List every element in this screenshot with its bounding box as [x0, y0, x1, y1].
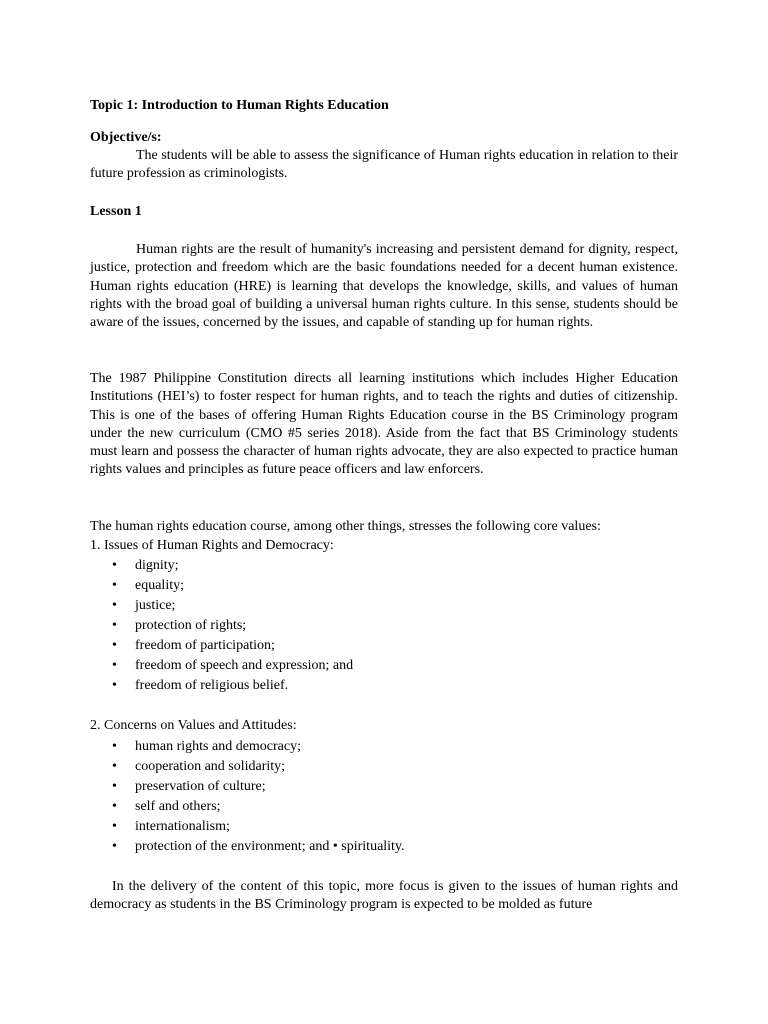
bullet-icon: •: [112, 638, 117, 653]
bullet-icon: •: [112, 658, 117, 673]
bullet-icon: •: [112, 779, 117, 794]
bullet-icon: •: [112, 678, 117, 693]
paragraph-core-values: The human rights education course, among other things, stresses the following core values:: [90, 519, 601, 534]
list-item: • dignity;: [90, 556, 678, 576]
bullet-icon: •: [112, 618, 117, 633]
paragraph-intro: Human rights are the result of humanity's increasing and persistent demand for dignity, respect, justice, protection and freedom which are the basic foundations needed for a decent human existence. Human rights education (HRE) is learning that develops the knowledge, skills, and values of human rights with the broad goal of building a universal human rights culture. In this sense, students should be aware of the issues, concerned by the issues, and capable of standing up for human rights.: [90, 242, 678, 331]
bullet-icon: •: [112, 558, 117, 573]
bullet-icon: •: [112, 759, 117, 774]
list1-items: [90, 556, 678, 696]
list-item: • justice;: [90, 596, 678, 616]
list2-items: [90, 737, 678, 857]
lesson-label: Lesson 1: [90, 204, 142, 219]
list-item: • human rights and democracy;: [90, 737, 678, 757]
paragraph-constitution: The 1987 Philippine Constitution directs all learning institutions which includes Higher Education Institutions (HEI’s) to foster respect for human rights, and to teach the rights and duties of citizenship. This is one of the bases of offering Human Rights Education course in the BS Criminology program under the new curriculum (CMO #5 series 2018). Aside from the fact that BS Criminology students must learn and possess the character of human rights advocate, they are also expected to practice human rights values and principles as future peace officers and law enforcers.: [90, 371, 678, 478]
topic-title: Topic 1: Introduction to Human Rights Education: [90, 98, 389, 113]
list2-heading: 2. Concerns on Values and Attitudes:: [90, 718, 297, 733]
bullet-icon: •: [112, 799, 117, 814]
bullet-icon: •: [112, 739, 117, 754]
bullet-icon: •: [112, 578, 117, 593]
list-item: • cooperation and solidarity;: [90, 757, 678, 777]
list-item: • equality;: [90, 576, 678, 596]
list-item: • preservation of culture;: [90, 777, 678, 797]
bullet-icon: •: [112, 819, 117, 834]
list-item: • internationalism;: [90, 817, 678, 837]
list-item: • freedom of religious belief.: [90, 676, 678, 696]
list1-heading: 1. Issues of Human Rights and Democracy:: [90, 538, 334, 553]
objective-label: Objective/s:: [90, 130, 162, 145]
list-item: • freedom of participation;: [90, 636, 678, 656]
objective-text: The students will be able to assess the significance of Human rights education in relation to their future profession as criminologists.: [90, 148, 678, 182]
list-item: • protection of rights;: [90, 616, 678, 636]
list-item: • protection of the environment; and • spirituality.: [90, 837, 678, 857]
list-item: • self and others;: [90, 797, 678, 817]
paragraph-delivery: In the delivery of the content of this topic, more focus is given to the issues of human rights and democracy as students in the BS Criminology program is expected to be molded as future: [90, 879, 678, 913]
list-item: • freedom of speech and expression; and: [90, 656, 678, 676]
bullet-icon: •: [112, 839, 117, 854]
bullet-icon: •: [112, 598, 117, 613]
